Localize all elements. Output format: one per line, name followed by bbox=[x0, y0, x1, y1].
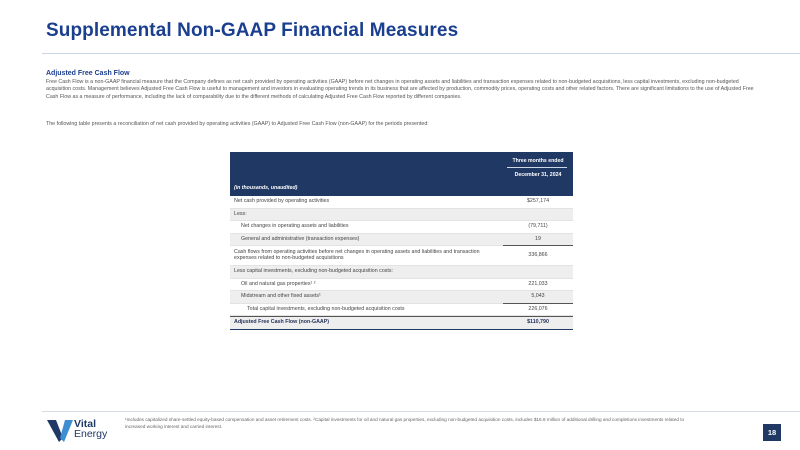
row-label: Midstream and other fixed assets¹ bbox=[241, 293, 321, 299]
row-value: 19 bbox=[503, 234, 573, 247]
total-value: $110,790 bbox=[527, 319, 549, 325]
row-value: $257,174 bbox=[526, 198, 550, 204]
description-paragraph: Free Cash Flow is a non-GAAP financial measure that the Company defines as net cash provided by operating activities (GAAP) before net changes in operating assets and liabilities and transaction expenses related to non-budgeted acquisitions, less capital investments, excluding non-budgeted acquisition costs. Management believes Adjusted Free Cash Flow is useful to management and investors in evaluating operating trends in its business that are affected by production, commodity prices, operating costs and other related factors. There are significant limitations to the use of Adjusted Free Cash Flow as a measure of performance, including the lack of comparability due to the different methods of calculating Adjusted Free Cash Flow reported by different companies. bbox=[46, 79, 754, 100]
total-label: Adjusted Free Cash Flow (non-GAAP) bbox=[234, 319, 330, 325]
table-header bbox=[230, 152, 573, 196]
table-row bbox=[230, 196, 573, 209]
table-row bbox=[230, 209, 573, 222]
row-value: 226,076 bbox=[528, 305, 548, 312]
logo-line-2: Energy bbox=[74, 428, 108, 440]
row-label: Total capital investments, excluding non-budgeted acquisition costs bbox=[247, 305, 405, 312]
header-date: December 31, 2024 bbox=[514, 172, 562, 178]
row-value: 221,033 bbox=[528, 280, 548, 287]
page-number: 18 bbox=[763, 424, 781, 441]
title-divider bbox=[42, 53, 800, 54]
table-row bbox=[230, 279, 573, 292]
row-label: Oil and natural gas properties¹ ² bbox=[241, 280, 316, 287]
header-period: Three months ended bbox=[512, 158, 564, 164]
row-label: Less capital investments, excluding non-budgeted acquisition costs: bbox=[234, 268, 393, 274]
row-label: Net changes in operating assets and liabilities bbox=[241, 223, 349, 229]
table-row bbox=[230, 266, 573, 279]
row-label: Less: bbox=[234, 210, 247, 217]
section-heading: Adjusted Free Cash Flow bbox=[46, 70, 130, 77]
row-label: General and administrative (transaction expenses) bbox=[241, 235, 360, 242]
reconciliation-intro: The following table presents a reconciliation of net cash provided by operating activities (GAAP) to Adjusted Free Cash Flow (non-GAAP) for the periods presented: bbox=[46, 121, 429, 127]
row-value: (79,711) bbox=[528, 223, 548, 229]
table-total-row bbox=[230, 316, 573, 330]
company-logo-wordmark bbox=[74, 419, 107, 439]
table-row bbox=[230, 246, 573, 266]
reconciliation-table bbox=[230, 152, 573, 330]
table-row bbox=[230, 304, 573, 317]
row-label: Cash flows from operating activities before net changes in operating assets and liabilities and transaction expenses related to non-budgeted acquisitions bbox=[234, 249, 480, 262]
page-title: Supplemental Non-GAAP Financial Measures bbox=[46, 20, 459, 41]
table-row bbox=[230, 234, 573, 247]
logo-line-1: Vital bbox=[74, 418, 96, 430]
footer-divider bbox=[42, 411, 800, 412]
header-period-underline bbox=[507, 167, 567, 168]
row-value: 336,866 bbox=[528, 252, 548, 258]
header-units: (in thousands, unaudited) bbox=[234, 185, 298, 191]
table-row bbox=[230, 221, 573, 234]
row-value: 5,043 bbox=[503, 291, 573, 304]
row-label: Net cash provided by operating activities bbox=[234, 198, 330, 204]
table-row bbox=[230, 291, 573, 304]
footnote: ¹Includes capitalized share-settled equity-based compensation and asset retirement costs. ²Capital investments for oil and natural gas properties, excluding non-budgeted acquisition costs, includes $16.8 million of additional drilling and completions investments related to increased working interest and carried interest. bbox=[125, 417, 685, 429]
